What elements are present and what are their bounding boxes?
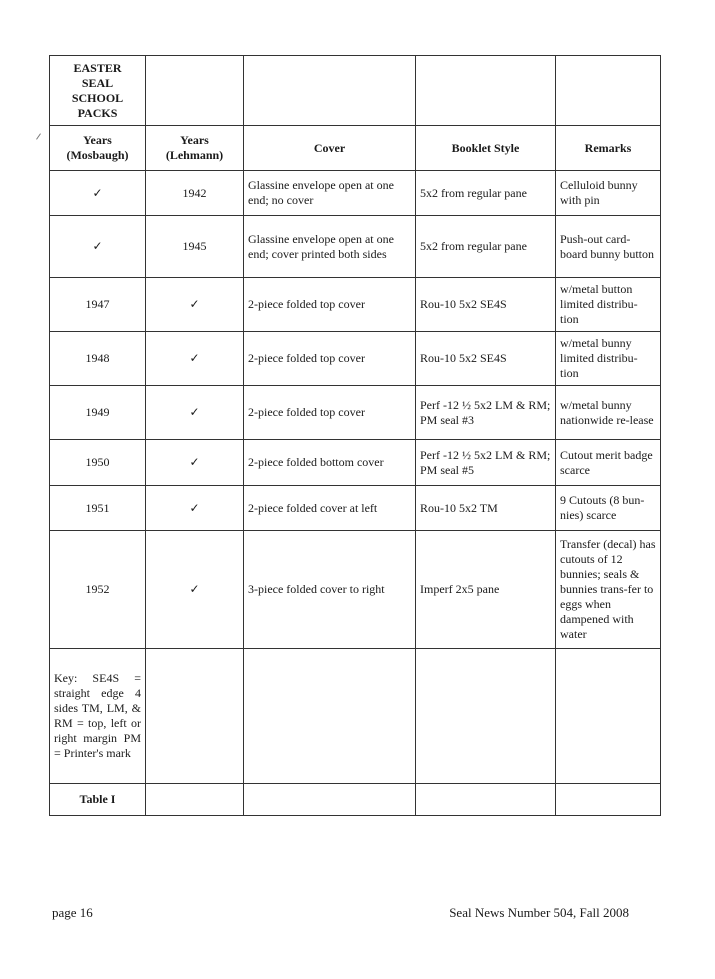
check-mark-icon: ✓ [92, 185, 103, 200]
check-mark-icon: ✓ [189, 351, 200, 365]
cell-mosbaugh [50, 216, 146, 278]
table-label: Table I [50, 784, 146, 816]
label-row [50, 784, 661, 816]
cell-booklet: Rou-10 5x2 SE4S [416, 332, 556, 386]
table-row [50, 332, 661, 386]
header-remarks: Remarks [556, 126, 661, 171]
cell-lehmann [146, 332, 244, 386]
table-row [50, 440, 661, 486]
cell-mosbaugh [50, 171, 146, 216]
cell-booklet: Rou-10 5x2 SE4S [416, 278, 556, 332]
check-mark-icon: ✓ [189, 297, 200, 311]
cell-lehmann: 1942 [146, 171, 244, 216]
cell-cover: Glassine envelope open at one end; cover printed both sides [244, 216, 416, 278]
cell-lehmann [146, 486, 244, 531]
table-title: EASTER SEAL SCHOOL PACKS [50, 56, 146, 126]
cell-cover: Glassine envelope open at one end; no cover [244, 171, 416, 216]
cell-booklet: Imperf 2x5 pane [416, 531, 556, 649]
table-row [50, 216, 661, 278]
cell-remarks: Cutout merit badge scarce [556, 440, 661, 486]
cell-mosbaugh: 1948 [50, 332, 146, 386]
cell-mosbaugh: 1947 [50, 278, 146, 332]
cell-lehmann: 1945 [146, 216, 244, 278]
cell-remarks: Push-out card-board bunny button [556, 216, 661, 278]
page-number: page 16 [52, 905, 93, 920]
check-mark-icon: ✓ [92, 239, 103, 253]
cell-cover: 3-piece folded cover to right [244, 531, 416, 649]
cell-remarks: w/metal bunny nationwide re-lease [556, 386, 661, 440]
check-mark-icon: ✓ [189, 500, 200, 515]
header-row [50, 126, 661, 171]
cell-cover: 2-piece folded top cover [244, 332, 416, 386]
table-row [50, 171, 661, 216]
header-years-lehmann: Years (Lehmann) [146, 126, 244, 171]
table-row [50, 531, 661, 649]
cell-remarks: w/metal bunny limited distribu-tion [556, 332, 661, 386]
cell-remarks: Transfer (decal) has cutouts of 12 bunnies; seals & bunnies trans-fer to eggs when dampened with water [556, 531, 661, 649]
cell-remarks: 9 Cutouts (8 bun-nies) scarce [556, 486, 661, 531]
table-row [50, 278, 661, 332]
cell-mosbaugh: 1950 [50, 440, 146, 486]
cell-mosbaugh: 1951 [50, 486, 146, 531]
publication-info: Seal News Number 504, Fall 2008 [449, 905, 629, 920]
cell-mosbaugh: 1949 [50, 386, 146, 440]
header-years-mosbaugh: Years (Mosbaugh) [50, 126, 146, 171]
cell-mosbaugh: 1952 [50, 531, 146, 649]
cell-lehmann [146, 278, 244, 332]
stray-mark [36, 133, 41, 139]
header-cover: Cover [244, 126, 416, 171]
cell-booklet: Perf -12 ½ 5x2 LM & RM; PM seal #3 [416, 386, 556, 440]
check-mark-icon: ✓ [189, 405, 200, 419]
check-mark-icon: ✓ [189, 455, 200, 469]
check-mark-icon: ✓ [189, 582, 200, 596]
cell-cover: 2-piece folded bottom cover [244, 440, 416, 486]
cell-booklet: Rou-10 5x2 TM [416, 486, 556, 531]
cell-lehmann [146, 440, 244, 486]
cell-booklet: 5x2 from regular pane [416, 171, 556, 216]
cell-lehmann [146, 386, 244, 440]
table-row [50, 486, 661, 531]
cell-cover: 2-piece folded top cover [244, 278, 416, 332]
easter-seal-table [49, 55, 661, 816]
cell-lehmann [146, 531, 244, 649]
cell-cover: 2-piece folded top cover [244, 386, 416, 440]
cell-remarks: Celluloid bunny with pin [556, 171, 661, 216]
cell-cover: 2-piece folded cover at left [244, 486, 416, 531]
title-row [50, 56, 661, 126]
cell-booklet: Perf -12 ½ 5x2 LM & RM; PM seal #5 [416, 440, 556, 486]
cell-booklet: 5x2 from regular pane [416, 216, 556, 278]
cell-remarks: w/metal button limited distribu-tion [556, 278, 661, 332]
table-row [50, 386, 661, 440]
key-note: Key: SE4S = straight edge 4 sides TM, LM, & RM = top, left or right margin PM = Printer's mark [50, 649, 146, 784]
header-booklet-style: Booklet Style [416, 126, 556, 171]
key-row [50, 649, 661, 784]
